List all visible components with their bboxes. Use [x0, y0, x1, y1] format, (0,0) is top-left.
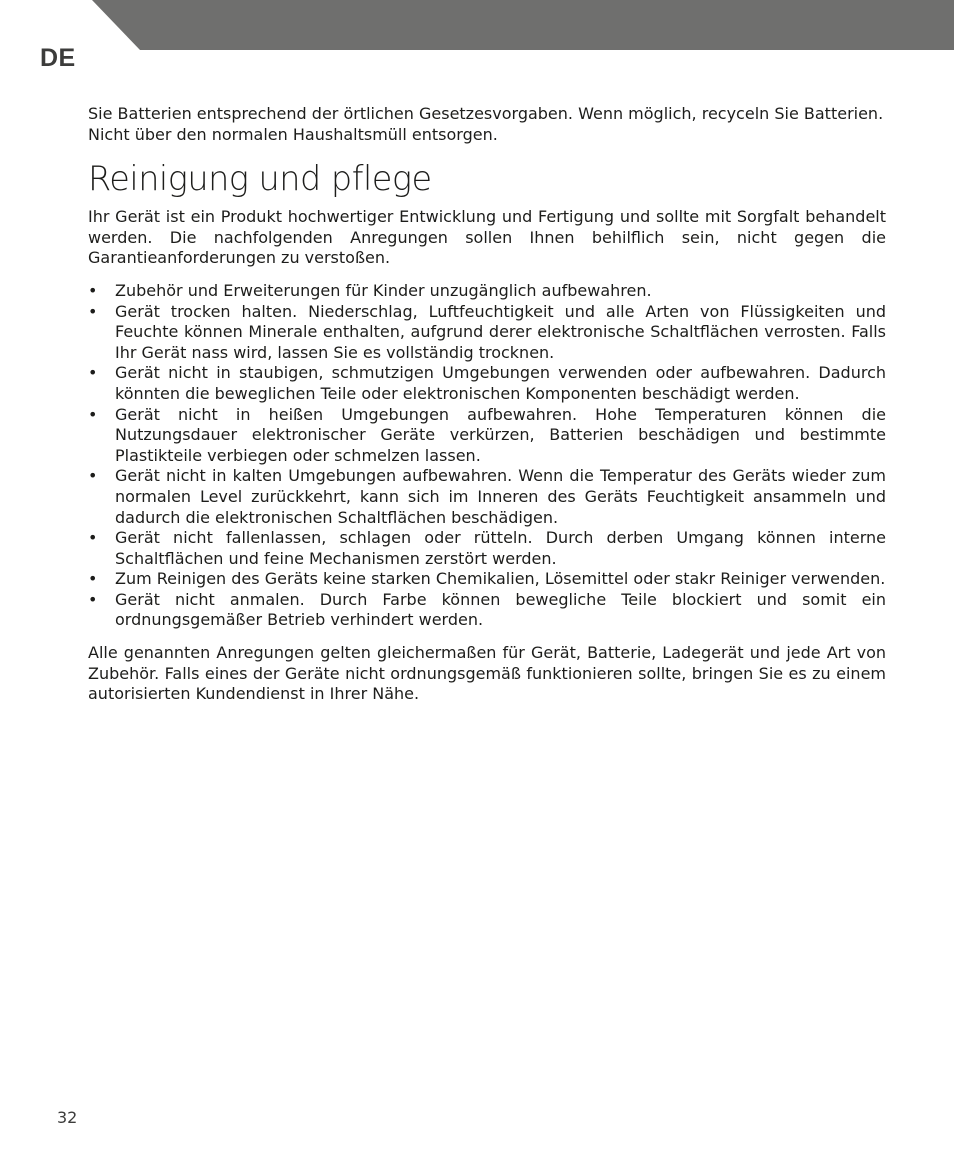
list-item-text: Gerät nicht fallenlassen, schlagen oder rütteln. Durch derben Umgang können interne Schaltflächen und feine Mechanismen zerstört werden. [115, 528, 886, 568]
list-item-text: Gerät nicht in heißen Umgebungen aufbewahren. Hohe Temperaturen können die Nutzungsdauer elektronischer Geräte verkürzen, Batterien beschädigen und bestimmte Plastikteile verbiegen oder schmelzen lassen. [115, 404, 886, 465]
bullet-icon: • [88, 404, 98, 424]
header-bar-shape [92, 0, 954, 50]
bullet-icon: • [88, 528, 98, 548]
language-code: DE [40, 44, 76, 72]
list-item [88, 405, 886, 467]
section-lead: Ihr Gerät ist ein Produkt hochwertiger Entwicklung und Fertigung und sollte mit Sorgfalt behandelt werden. Die nachfolgenden Anregungen sollen Ihnen behilflich sein, nicht gegen die Garantieanforderungen zu verstoßen. [88, 207, 886, 268]
bullet-icon: • [88, 569, 98, 589]
list-item [88, 363, 886, 404]
list-item-text: Gerät trocken halten. Niederschlag, Luftfeuchtigkeit und alle Arten von Flüssigkeiten und Feuchte können Minerale enthalten, aufgrund derer elektronische Schaltflächen verrosten. Falls Ihr Gerät nass wird, lassen Sie es vollständig trocknen. [115, 301, 886, 362]
list-item-text: Gerät nicht in staubigen, schmutzigen Umgebungen verwenden oder aufbewahren. Dadurch könnten die beweglichen Teile oder elektronischen Komponenten beschädigt werden. [115, 363, 886, 403]
page-content [88, 104, 886, 705]
list-item [88, 528, 886, 569]
list-item-text: Zubehör und Erweiterungen für Kinder unzugänglich aufbewahren. [115, 280, 652, 300]
list-item [88, 569, 886, 590]
list-item-text: Zum Reinigen des Geräts keine starken Chemikalien, Lösemittel oder stakr Reiniger verwenden. [115, 569, 886, 589]
closing-paragraph: Alle genannten Anregungen gelten gleichermaßen für Gerät, Batterie, Ladegerät und jede Art von Zubehör. Falls eines der Geräte nicht ordnungsgemäß funktionieren sollte, bringen Sie es zu einem autorisierten Kundendienst in Ihrer Nähe. [88, 643, 886, 704]
section-title: Reinigung und pflege [88, 159, 432, 199]
bullet-icon: • [88, 363, 98, 383]
bullet-icon: • [88, 466, 98, 486]
care-instructions-list [88, 281, 886, 631]
list-item [88, 302, 886, 364]
list-item-text: Gerät nicht anmalen. Durch Farbe können bewegliche Teile blockiert und somit ein ordnungsgemäßer Betrieb verhindert werden. [115, 589, 886, 630]
list-item [88, 281, 886, 302]
bullet-icon: • [88, 280, 98, 300]
list-item [88, 590, 886, 631]
intro-text-1: Sie Batterien entsprechend der örtlichen Gesetzesvorgaben. Wenn möglich, recyceln Sie Batterien. [88, 104, 884, 123]
page-number: 32 [57, 1108, 78, 1127]
bullet-icon: • [88, 589, 98, 609]
bullet-icon: • [88, 301, 98, 321]
intro-text-2: Nicht über den normalen Haushaltsmüll entsorgen. [88, 124, 498, 144]
list-item-text: Gerät nicht in kalten Umgebungen aufbewahren. Wenn die Temperatur des Geräts wieder zum normalen Level zurückkehrt, kann sich im Inneren des Geräts Feuchtigkeit ansammeln und dadurch die elektronischen Schaltflächen beschädigen. [115, 466, 886, 527]
header-bar [0, 0, 954, 50]
list-item [88, 466, 886, 528]
